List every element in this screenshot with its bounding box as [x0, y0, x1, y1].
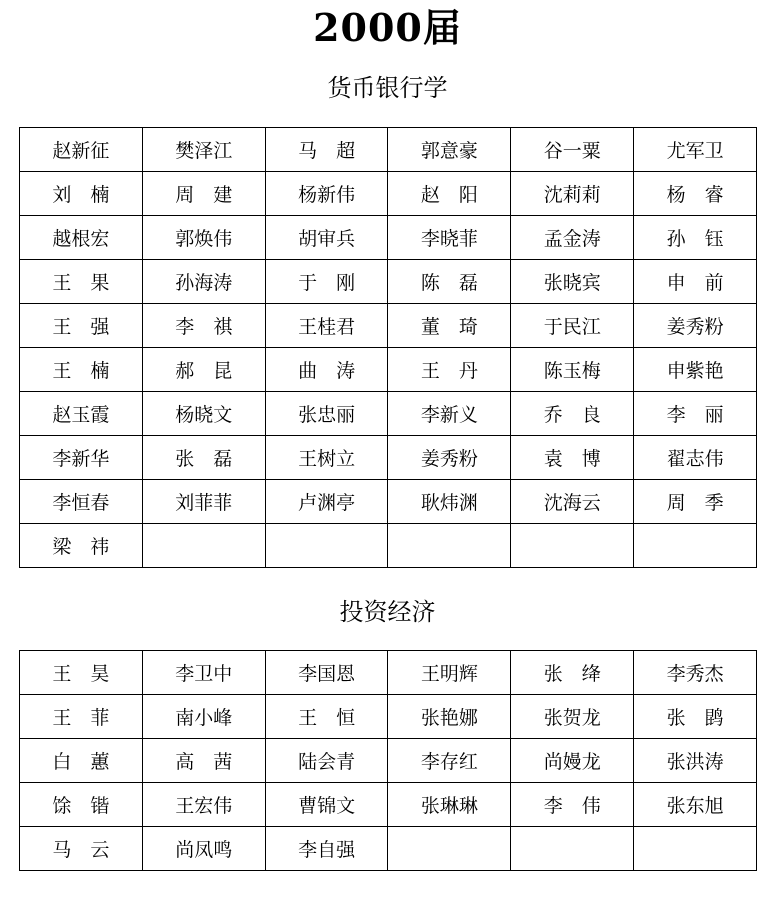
- name-cell: 张 鹍: [634, 695, 757, 739]
- name-cell: 王 楠: [20, 348, 143, 392]
- name-cell: 董 琦: [388, 304, 511, 348]
- name-cell: 申 前: [634, 260, 757, 304]
- section-title-investment-economics: 投资经济: [339, 598, 436, 626]
- name-cell: 梁 祎: [20, 524, 143, 568]
- name-cell: 尚嫚龙: [511, 739, 634, 783]
- name-cell: 申紫艳: [634, 348, 757, 392]
- name-cell: 马 云: [20, 827, 143, 871]
- name-cell: 张忠丽: [265, 392, 388, 436]
- name-cell: 尤军卫: [634, 128, 757, 172]
- table-row: [20, 695, 757, 739]
- name-cell: 陆会青: [265, 739, 388, 783]
- table-row: [20, 436, 757, 480]
- empty-cell: [265, 524, 388, 568]
- name-cell: 曹锦文: [265, 783, 388, 827]
- name-cell: 赵新征: [20, 128, 143, 172]
- name-cell: 张 磊: [142, 436, 265, 480]
- name-cell: 王 恒: [265, 695, 388, 739]
- name-cell: 李自强: [265, 827, 388, 871]
- name-cell: 郭焕伟: [142, 216, 265, 260]
- name-cell: 馀 锴: [20, 783, 143, 827]
- name-cell: 沈莉莉: [511, 172, 634, 216]
- name-cell: 高 茜: [142, 739, 265, 783]
- table-row: [20, 172, 757, 216]
- empty-cell: [388, 524, 511, 568]
- name-cell: 张东旭: [634, 783, 757, 827]
- name-cell: 越根宏: [20, 216, 143, 260]
- name-cell: 刘菲菲: [142, 480, 265, 524]
- name-cell: 王明辉: [388, 651, 511, 695]
- table-row: [20, 524, 757, 568]
- empty-cell: [511, 524, 634, 568]
- name-cell: 陈玉梅: [511, 348, 634, 392]
- name-cell: 李新华: [20, 436, 143, 480]
- name-cell: 尚凤鸣: [142, 827, 265, 871]
- name-cell: 袁 博: [511, 436, 634, 480]
- name-cell: 姜秀粉: [634, 304, 757, 348]
- roster-table-investment-economics: [19, 650, 757, 871]
- name-cell: 李 祺: [142, 304, 265, 348]
- name-cell: 孟金涛: [511, 216, 634, 260]
- table-row: [20, 739, 757, 783]
- section-title-monetary-banking: 货币银行学: [327, 74, 448, 102]
- name-cell: 王 强: [20, 304, 143, 348]
- name-cell: 李 丽: [634, 392, 757, 436]
- name-cell: 李新义: [388, 392, 511, 436]
- table-row: [20, 392, 757, 436]
- empty-cell: [511, 827, 634, 871]
- name-cell: 李存红: [388, 739, 511, 783]
- name-cell: 王桂君: [265, 304, 388, 348]
- name-cell: 李卫中: [142, 651, 265, 695]
- table-row: [20, 348, 757, 392]
- name-cell: 刘 楠: [20, 172, 143, 216]
- name-cell: 孙海涛: [142, 260, 265, 304]
- name-cell: 卢渊亭: [265, 480, 388, 524]
- name-cell: 王 菲: [20, 695, 143, 739]
- name-cell: 马 超: [265, 128, 388, 172]
- name-cell: 杨晓文: [142, 392, 265, 436]
- name-cell: 孙 钰: [634, 216, 757, 260]
- name-cell: 王宏伟: [142, 783, 265, 827]
- empty-cell: [634, 524, 757, 568]
- name-cell: 于 刚: [265, 260, 388, 304]
- empty-cell: [142, 524, 265, 568]
- name-cell: 赵 阳: [388, 172, 511, 216]
- name-cell: 张贺龙: [511, 695, 634, 739]
- name-cell: 郝 昆: [142, 348, 265, 392]
- name-cell: 杨 睿: [634, 172, 757, 216]
- name-cell: 姜秀粉: [388, 436, 511, 480]
- empty-cell: [634, 827, 757, 871]
- name-cell: 谷一粟: [511, 128, 634, 172]
- roster-table-monetary-banking: [19, 127, 757, 568]
- table-row: [20, 783, 757, 827]
- table-row: [20, 651, 757, 695]
- name-cell: 杨新伟: [265, 172, 388, 216]
- table-row: [20, 480, 757, 524]
- name-cell: 周 建: [142, 172, 265, 216]
- name-cell: 沈海云: [511, 480, 634, 524]
- page-title: 2000届: [313, 5, 462, 50]
- name-cell: 南小峰: [142, 695, 265, 739]
- table-row: [20, 216, 757, 260]
- name-cell: 赵玉霞: [20, 392, 143, 436]
- empty-cell: [388, 827, 511, 871]
- name-cell: 张 绛: [511, 651, 634, 695]
- name-cell: 王 昊: [20, 651, 143, 695]
- name-cell: 李恒春: [20, 480, 143, 524]
- name-cell: 翟志伟: [634, 436, 757, 480]
- name-cell: 李晓菲: [388, 216, 511, 260]
- name-cell: 于民江: [511, 304, 634, 348]
- name-cell: 李秀杰: [634, 651, 757, 695]
- name-cell: 王 果: [20, 260, 143, 304]
- name-cell: 张洪涛: [634, 739, 757, 783]
- table-row: [20, 128, 757, 172]
- table-row: [20, 827, 757, 871]
- name-cell: 李国恩: [265, 651, 388, 695]
- name-cell: 曲 涛: [265, 348, 388, 392]
- name-cell: 张琳琳: [388, 783, 511, 827]
- name-cell: 耿炜渊: [388, 480, 511, 524]
- name-cell: 王 丹: [388, 348, 511, 392]
- name-cell: 陈 磊: [388, 260, 511, 304]
- name-cell: 王树立: [265, 436, 388, 480]
- name-cell: 周 季: [634, 480, 757, 524]
- name-cell: 李 伟: [511, 783, 634, 827]
- name-cell: 樊泽江: [142, 128, 265, 172]
- name-cell: 胡审兵: [265, 216, 388, 260]
- name-cell: 乔 良: [511, 392, 634, 436]
- table-row: [20, 304, 757, 348]
- name-cell: 郭意豪: [388, 128, 511, 172]
- name-cell: 白 蕙: [20, 739, 143, 783]
- name-cell: 张晓宾: [511, 260, 634, 304]
- table-row: [20, 260, 757, 304]
- name-cell: 张艳娜: [388, 695, 511, 739]
